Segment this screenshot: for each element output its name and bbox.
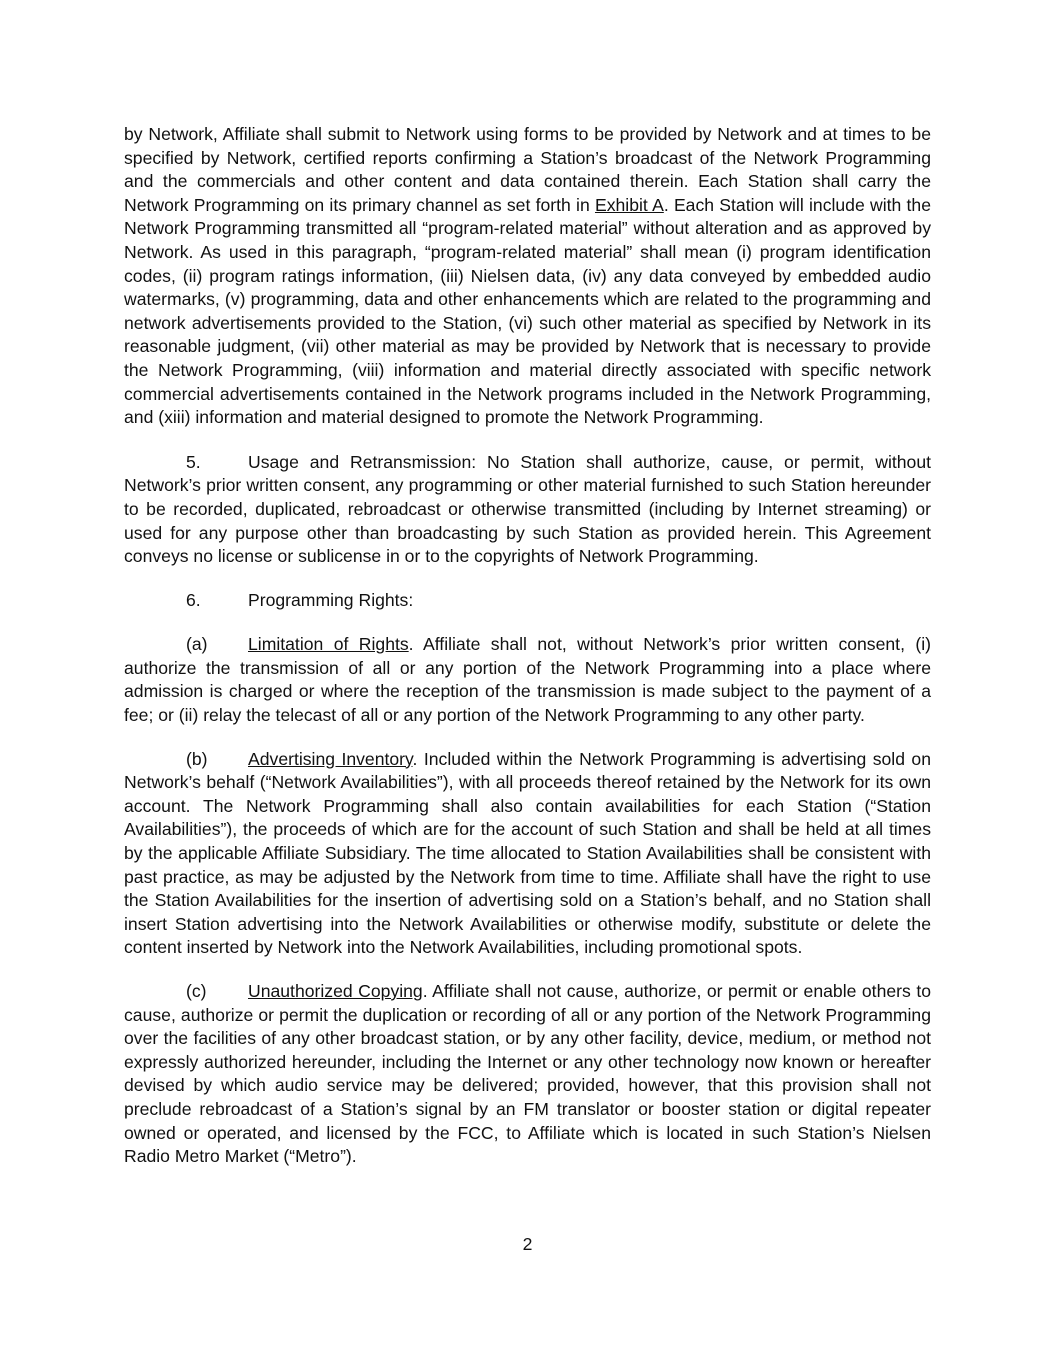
section-6-title: Programming Rights:	[248, 589, 414, 610]
page-number: 2	[522, 1234, 533, 1254]
intro-paragraph	[124, 123, 931, 430]
section-5-number: 5.	[186, 451, 201, 472]
item-a-paragraph	[124, 633, 931, 727]
item-c-text: . Affiliate shall not cause, authorize, or permit or enable others to cause, authorize or permit the duplication or recording of all or any portion of the Network Programming over the facilities of any other broadcast station, or by any other facility, device, medium, or method not expressly authorized hereunder, including the Internet or any other technology now known or hereafter devised by which audio service may be delivered; provided, however, that this provision shall not preclude rebroadcast of a Station’s signal by an FM translator or booster station or digital repeater owned or operated, and licensed by the FCC, to Affiliate which is located in such Station’s Nielsen Radio Metro Market (“Metro”).	[124, 981, 931, 1167]
document-page	[124, 123, 931, 1189]
exhibit-a-reference: Exhibit A	[594, 194, 664, 215]
item-c-heading: Unauthorized Copying	[248, 981, 423, 1001]
section-6-heading	[124, 589, 931, 613]
intro-text-before: by Network, Affiliate shall submit to Network using forms to be provided by Network and at times to be specified by Network, certified reports confirming a Station’s broadcast of the Network Programming and the commercials and other content and data contained therein. Each Station shall carry the Network Programming on its primary channel as set forth in	[124, 124, 931, 215]
item-b-label: (b)	[186, 748, 208, 769]
section-5-text: Usage and Retransmission: No Station shall authorize, cause, or permit, without Network’s prior written consent, any programming or other material furnished to such Station hereunder to be recorded, duplicated, rebroadcast or otherwise transmitted (including by Internet streaming) or used for any purpose other than broadcasting by such Station as provided herein. This Agreement conveys no license or sublicense in or to the copyrights of Network Programming.	[124, 451, 931, 567]
section-6-number: 6.	[186, 589, 201, 610]
item-a-heading: Limitation of Rights	[248, 634, 409, 655]
item-a-label: (a)	[186, 634, 208, 655]
item-a-text: . Affiliate shall not, without Network’s prior written consent, (i) authorize the transmission of all or any portion of the Network Programming into a place where admission is charged or where the reception of the transmission is made subject to the payment of a fee; or (ii) relay the telecast of all or any portion of the Network Programming to any other party.	[124, 634, 931, 726]
item-b-heading: Advertising Inventory	[248, 748, 413, 769]
intro-text-after: . Each Station will include with the Network Programming transmitted all “program-related material” without alteration and as approved by Network. As used in this paragraph, “program-related material” shall mean (i) program identification codes, (ii) program ratings information, (iii) Nielsen data, (iv) any data conveyed by embedded audio watermarks, (v) programming, data and other enhancements which are related to the programming and network advertisements provided to the Station, (vi) such other material as specified by Network in its reasonable judgment, (vii) other material as may be provided by Network that is necessary to provide the Network Programming, (viii) information and material directly associated with specific network commercial advertisements contained in the Network programs included in the Network Programming, and (xiii) information and material designed to promote the Network Programming.	[124, 194, 931, 428]
item-c-paragraph	[124, 980, 931, 1169]
item-b-text: . Included within the Network Programming is advertising sold on Network’s behalf (“Network Availabilities”), with all proceeds thereof retained by the Network for its own account. The Network Programming shall also contain availabilities for each Station (“Station Availabilities”), the proceeds of which are for the account of such Station and shall be held at all times by the applicable Affiliate Subsidiary. The time allocated to Station Availabilities shall be consistent with past practice, as may be adjusted by the Network from time to time. Affiliate shall have the right to use the Station Availabilities for the insertion of advertising sold on a Station’s behalf, and no Station shall insert Station advertising into the Network Availabilities or otherwise modify, substitute or delete the content inserted by Network into the Network Availabilities, including promotional spots.	[124, 748, 932, 958]
section-5-paragraph	[124, 451, 931, 569]
item-b-paragraph	[124, 748, 931, 960]
item-c-label: (c)	[186, 981, 207, 1001]
